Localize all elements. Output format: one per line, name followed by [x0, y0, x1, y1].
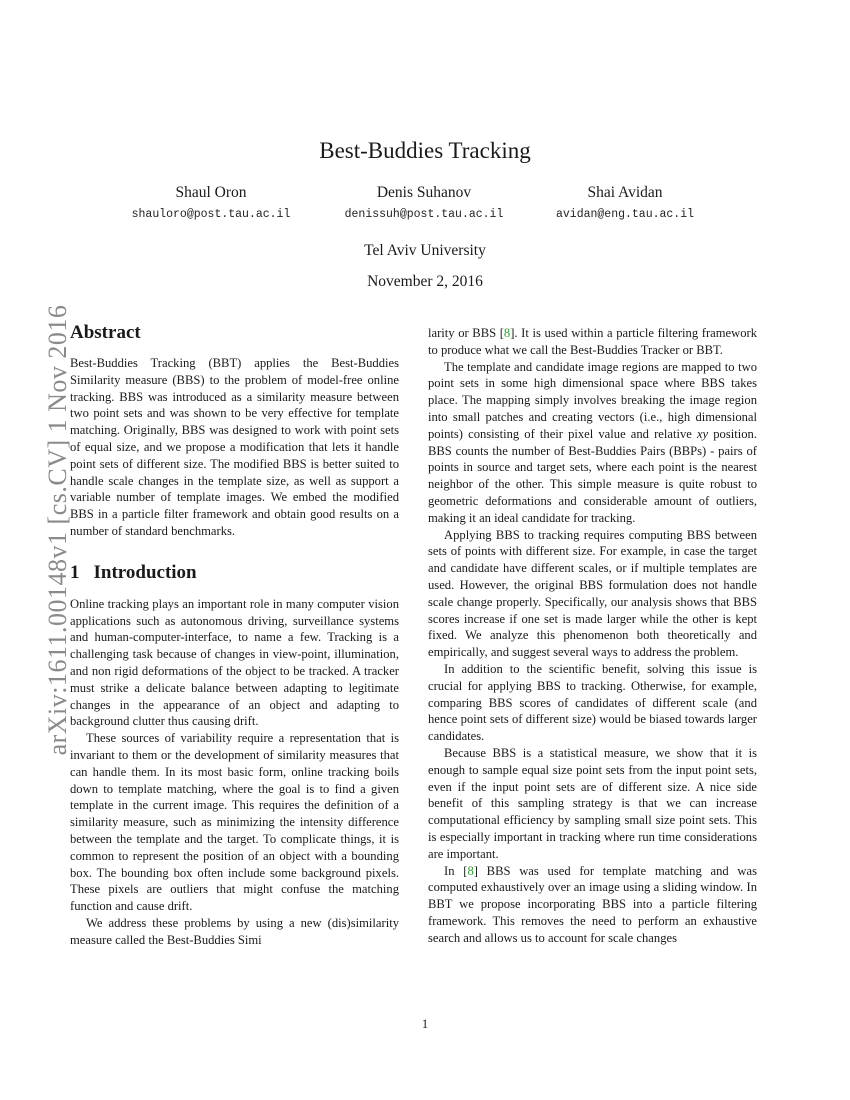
section-number: 1 — [70, 561, 80, 583]
arxiv-identifier-stamp: arXiv:1611.00148v1 [cs.CV] 1 Nov 2016 — [43, 304, 72, 756]
author-1 — [101, 183, 321, 224]
citation-link[interactable]: 8 — [503, 326, 511, 340]
text-run: ]. It is used within a particle filtering framework to produce what we call the Best-Buddies Tracker or BBT. — [428, 326, 757, 357]
abstract-heading: Abstract — [70, 322, 141, 343]
intro-paragraph-3: We address these problems by using a new (dis)similarity measure called the Best-Buddies Simi — [70, 915, 399, 947]
text-run: ] BBS was used for template matching and was computed exhaustively over an image using a sliding window. In BBT we propose incorporating BBS into a particle filtering framework. This removes the need to perform an exhaustive search and allows us to account for scale changes — [428, 863, 758, 945]
text-run: larity or BBS [ — [428, 326, 504, 340]
affiliation: Tel Aviv University — [364, 242, 486, 259]
right-column — [428, 325, 757, 946]
paper-title: Best-Buddies Tracking — [319, 138, 531, 163]
right-paragraph-3: In addition to the scientific benefit, solving this issue is crucial for applying BBS to tracking. Otherwise, for example, comparing BBS scores of candidates of different scale (and hence point sets of different size) would be biased towards larger candidates. — [428, 661, 757, 744]
text-run: position. BBS counts the number of Best-Buddies Pairs (BBPs) - pairs of points in source and target sets, where each point is the nearest neighbor of the other. This simple measure is quite robust to geometric deformations and considerable amount of outliers, making it an ideal candidate for tracking. — [428, 426, 757, 525]
right-paragraph-4: Because BBS is a statistical measure, we show that it is enough to sample equal size point sets from the input point sets, even if the input point sets are of different size. A nice side benefit of this sampling strategy is that we can increase computational efficiency by sampling small size point sets. This is especially important in tracking where run time considerations are important. — [428, 745, 757, 861]
right-paragraph-2: Applying BBS to tracking requires computing BBS between sets of points with different size. For example, in case the target and candidate have different scales, or if multiple templates are used. However, the original BBS formulation does not handle scale change properly. Specifically, our analysis shows that BBS scores increase if one set is made larger while the other is kept fixed. We analyze this phenomenon both theoretically and empirically, and suggest several ways to address the problem. — [428, 527, 757, 660]
text-run: The template and candidate image regions are mapped to two point sets in some high dimensional space where BBS takes place. The mapping simply involves breaking the image region into small patches and creating vectors (i.e., high dimensional points) consisting of their pixel value and relative — [428, 359, 757, 441]
author-3 — [515, 183, 735, 224]
author-3-email: avidan@eng.tau.ac.il — [555, 208, 695, 221]
right-paragraph-0 — [428, 325, 757, 359]
abstract-text: Best-Buddies Tracking (BBT) applies the Best-Buddies Similarity measure (BBS) to the problem of model-free online tracking. BBS was introduced as a similarity measure between two point sets and was shown to be very effective for template matching. Originally, BBS was designed to work with point sets of equal size, and we propose a modification that lets it handle point sets of different size. The modified BBS is better suited to handle scale changes in the template size, as well as support a variable number of template images. We embed the modified BBS in a particle filter framework and obtain good results on a number of standard benchmarks. — [70, 356, 399, 538]
intro-paragraph-2: These sources of variability require a representation that is invariant to them or the development of similarity measures that can handle them. In its most basic form, online tracking boils down to template matching, where the goal is to find a given template in the current image. This requires the definition of a similarity measure, such as minimizing the intensity difference between the template and the target. To complicate things, it is common to represent the position of an object with a bounding box. The bounding box often include some background pixels. These pixels are outliers that might confuse the matching function and cause drift. — [70, 731, 399, 914]
author-1-name: Shaul Oron — [175, 184, 247, 201]
text-run: In [ — [444, 863, 468, 878]
left-column — [70, 322, 399, 949]
section-title: Introduction — [93, 561, 197, 583]
section-heading-introduction — [70, 562, 399, 584]
math-symbol: xy — [696, 426, 709, 441]
author-2-name: Denis Suhanov — [376, 184, 472, 201]
citation-link[interactable]: 8 — [467, 863, 474, 878]
author-1-email: shauloro@post.tau.ac.il — [131, 208, 291, 221]
author-2-email: denissuh@post.tau.ac.il — [344, 208, 504, 221]
intro-paragraph-1: Online tracking plays an important role in many computer vision applications such as autonomous driving, surveillance systems and human-computer-interface, to name a few. Tracking is a challenging task because of changes in view-point, illumination, and non rigid deformations of the object to be tracked. A tracker must strike a delicate balance between adapting to legitimate changes in the appearance of an object and adapting to background clutter thus causing drift. — [70, 596, 399, 729]
author-3-name: Shai Avidan — [587, 184, 663, 201]
paper-date: November 2, 2016 — [367, 273, 483, 290]
author-2 — [314, 183, 534, 224]
right-paragraph-1 — [428, 359, 757, 527]
page-number: 1 — [421, 1017, 429, 1031]
right-paragraph-5 — [428, 863, 757, 947]
